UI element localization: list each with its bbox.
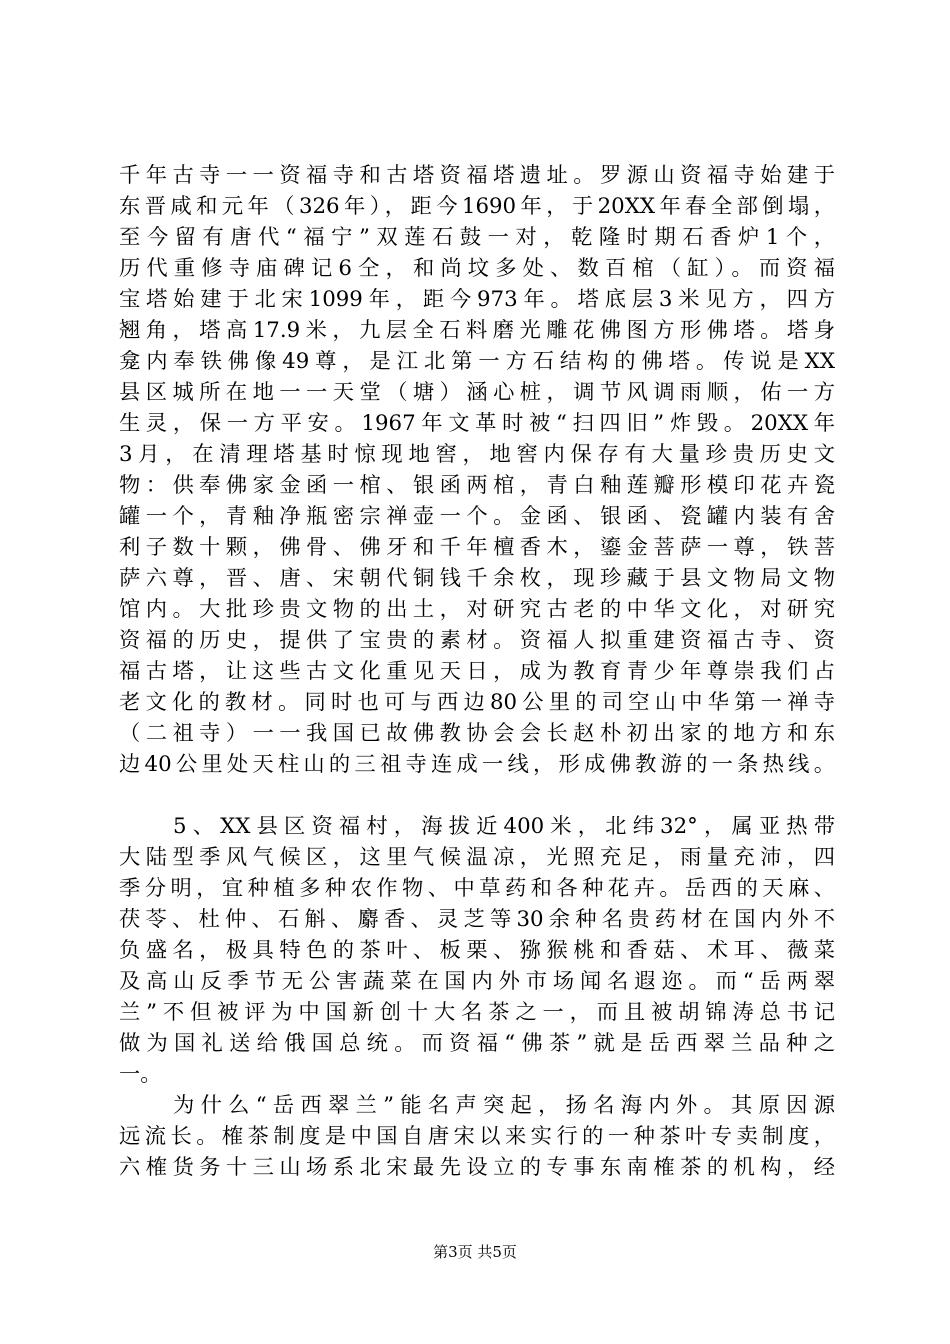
text-line: 东晋咸和元年（326年），距今1690年，于20XX年春全部倒塌， bbox=[119, 194, 835, 219]
text-line: 生灵，保一方平安。1967年文革时被“扫四旧”炸毁。20XX年 bbox=[119, 411, 835, 436]
page-footer bbox=[0, 1242, 950, 1262]
paragraph-spacer bbox=[119, 780, 835, 811]
text-line: 季分明，宜种植多种农作物、中草药和各种花卉。岳西的天麻、 bbox=[119, 876, 835, 901]
text-line: 资福的历史，提供了宝贵的素材。资福人拟重建资福古寺、资 bbox=[119, 628, 835, 653]
text-line: 边40公里处天柱山的三祖寺连成一线，形成佛教游的一条热线。 bbox=[119, 752, 835, 777]
page-number-label: 第3页 共5页 bbox=[433, 1243, 517, 1261]
text-line: 萨六尊，晋、唐、宋朝代铜钱千余枚，现珍藏于县文物局文物 bbox=[119, 566, 835, 591]
text-line: 六榷货务十三山场系北宋最先设立的专事东南榷茶的机构，经 bbox=[119, 1155, 835, 1180]
text-line: 一。 bbox=[119, 1062, 162, 1087]
paragraph-temple-history bbox=[119, 160, 835, 780]
text-line: 龛内奉铁佛像49尊，是江北第一方石结构的佛塔。传说是XX bbox=[119, 349, 835, 374]
text-line: 县区城所在地一一天堂（塘）涵心桩，调节风调雨顺，佑一方 bbox=[119, 380, 835, 405]
text-line: 兰”不但被评为中国新创十大名茶之一，而且被胡锦涛总书记 bbox=[119, 1000, 835, 1025]
text-line: 千年古寺一一资福寺和古塔资福塔遗址。罗源山资福寺始建于 bbox=[119, 163, 835, 188]
text-line: 历代重修寺庙碑记6仝，和尚坟多处、数百棺（缸）。而资福 bbox=[119, 256, 835, 281]
text-line: 老文化的教材。同时也可与西边80公里的司空山中华第一禅寺 bbox=[119, 690, 835, 715]
text-line: 为什么“岳西翠兰”能名声突起，扬名海内外。其原因源 bbox=[173, 1093, 835, 1118]
paragraph-village-climate bbox=[119, 811, 835, 1090]
text-line: 物：供奉佛家金函一棺、银函两棺，青白釉莲瓣形模印花卉瓷 bbox=[119, 473, 835, 498]
text-line: 茯苓、杜仲、石斛、麝香、灵芝等30余种名贵药材在国内外不 bbox=[119, 907, 835, 932]
text-line: 宝塔始建于北宋1099年，距今973年。塔底层3米见方，四方 bbox=[119, 287, 835, 312]
text-line: 做为国礼送给俄国总统。而资福“佛茶”就是岳西翠兰品种之 bbox=[119, 1031, 835, 1056]
text-line: 负盛名，极具特色的茶叶、板栗、猕猴桃和香菇、术耳、薇菜 bbox=[119, 938, 835, 963]
text-line: 远流长。榷茶制度是中国自唐宋以来实行的一种茶叶专卖制度， bbox=[119, 1124, 835, 1149]
text-line: 5、XX县区资福村，海拔近400米，北纬32°，属亚热带 bbox=[173, 814, 835, 839]
text-line: 至今留有唐代“福宁”双莲石鼓一对，乾隆时期石香炉1个， bbox=[119, 225, 835, 250]
text-line: 馆内。大批珍贵文物的出土，对研究古老的中华文化，对研究 bbox=[119, 597, 835, 622]
text-line: 及高山反季节无公害蔬菜在国内外市场闻名遐迩。而“岳两翠 bbox=[119, 969, 835, 994]
text-line: （二祖寺）一一我国已故佛教协会会长赵朴初出家的地方和东 bbox=[119, 721, 835, 746]
text-line: 利子数十颗，佛骨、佛牙和千年檀香木，鎏金菩萨一尊，铁菩 bbox=[119, 535, 835, 560]
text-line: 大陆型季风气候区，这里气候温凉，光照充足，雨量充沛，四 bbox=[119, 845, 835, 870]
body-text bbox=[119, 160, 835, 1183]
text-line: 翘角，塔高17.9米，九层全石料磨光雕花佛图方形佛塔。塔身 bbox=[119, 318, 835, 343]
text-line: 3月，在清理塔基时惊现地窖，地窖内保存有大量珍贵历史文 bbox=[119, 442, 835, 467]
text-line: 罐一个，青釉净瓶密宗禅壶一个。金函、银函、瓷罐内装有舍 bbox=[119, 504, 835, 529]
paragraph-tea-history bbox=[119, 1090, 835, 1183]
text-line: 福古塔，让这些古文化重见天日，成为教育青少年尊崇我们占 bbox=[119, 659, 835, 684]
